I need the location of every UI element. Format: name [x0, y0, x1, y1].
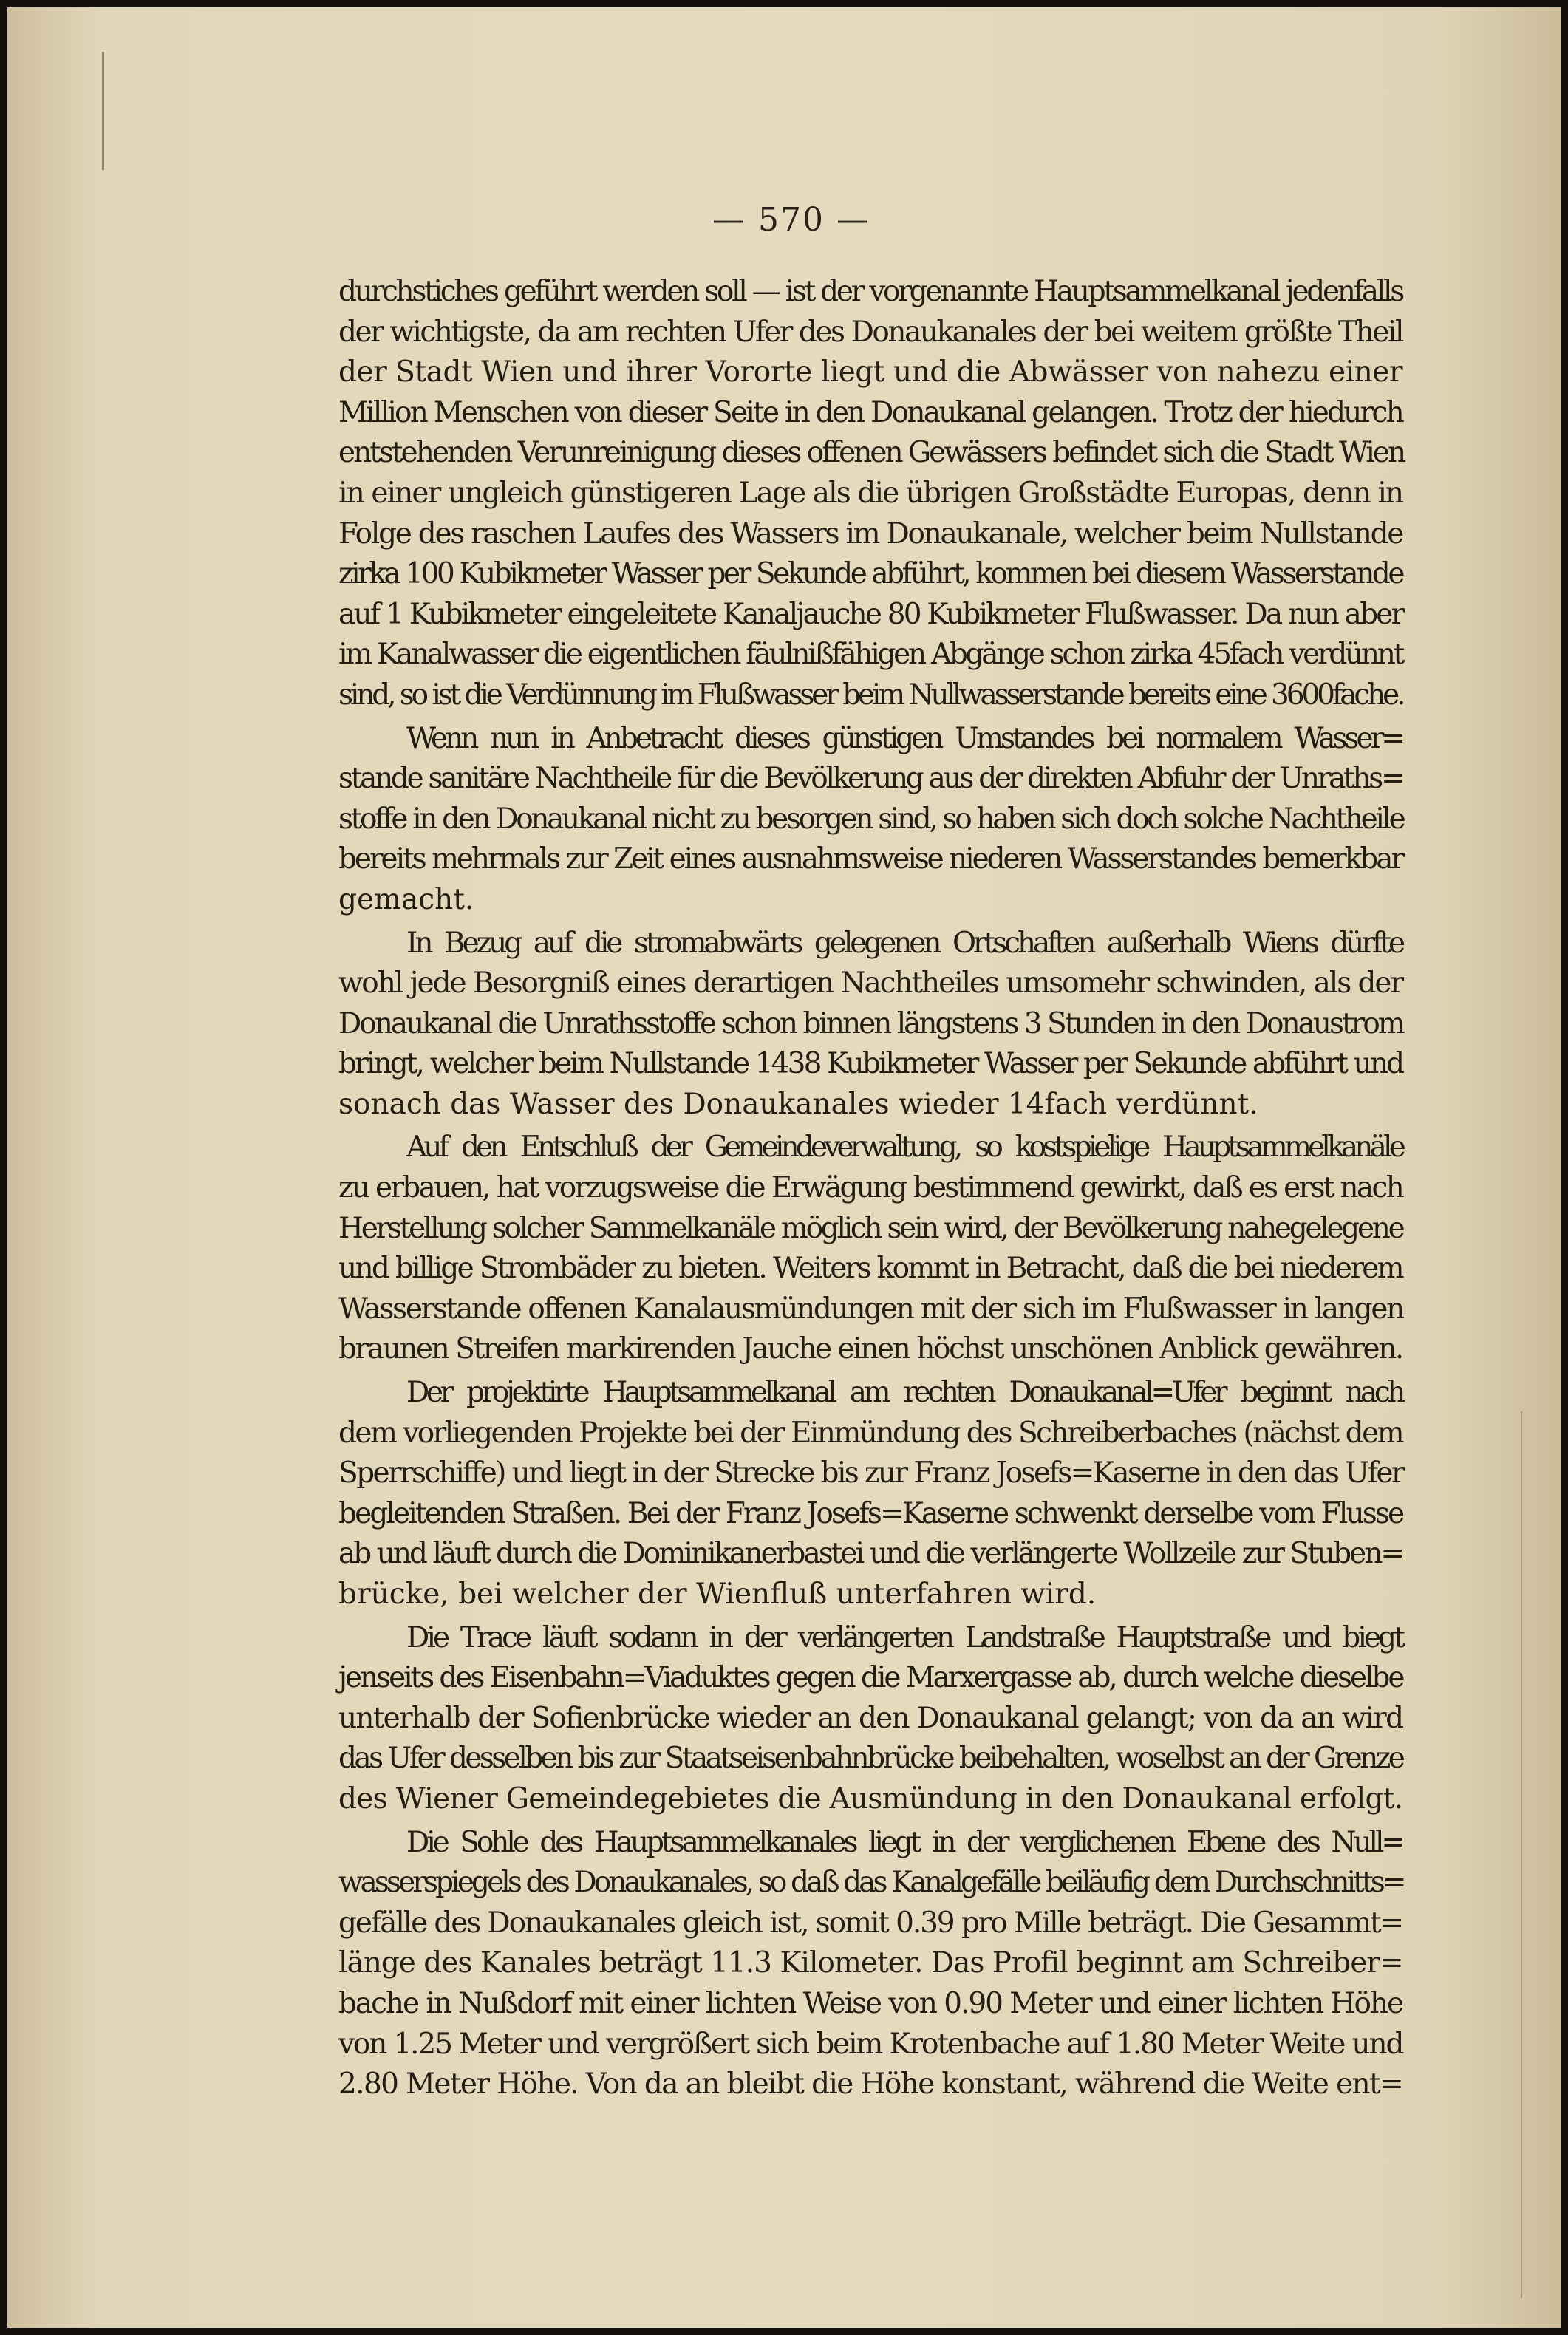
page-number: — 570 —	[712, 201, 870, 239]
text-line: das Ufer desselben bis zur Staatseisenbahnbrücke beibehalten, woselbst an der Grenze	[338, 1742, 1403, 1776]
text-line: bereits mehrmals zur Zeit eines ausnahmsweise niederen Wasserstandes bemerkbar	[338, 842, 1402, 876]
scan-edge-mark	[102, 52, 104, 170]
text-line: sind, so ist die Verdünnung im Flußwasser beim Nullwasserstande bereits eine 3600fache.	[338, 678, 1403, 712]
text-line: bache in Nußdorf mit einer lichten Weise von 0.90 Meter und einer lichten Höhe	[338, 1986, 1402, 2020]
text-line: und billige Strombäder zu bieten. Weiters kommt in Betracht, daß die bei niederem	[338, 1252, 1402, 1286]
text-line: der wichtigste, da am rechten Ufer des Donaukanales der bei weitem größte Theil	[338, 315, 1402, 349]
text-line: sonach das Wasser des Donaukanales wieder 14fach verdünnt.	[338, 1087, 1258, 1121]
text-line: des Wiener Gemeindegebietes die Ausmündung in den Donaukanal erfolgt.	[338, 1782, 1403, 1816]
text-line: von 1.25 Meter und vergrößert sich beim Krotenbache auf 1.80 Meter Weite und	[338, 2027, 1403, 2061]
text-line: Der projektirte Hauptsammelkanal am rechten Donaukanal=Ufer beginnt nach	[406, 1376, 1402, 1410]
text-line: Die Trace läuft sodann in der verlängerten Landstraße Hauptstraße und biegt	[406, 1620, 1402, 1654]
text-line: gefälle des Donaukanales gleich ist, somit 0.39 pro Mille beträgt. Die Gesammt=	[338, 1906, 1403, 1940]
text-line: stande sanitäre Nachtheile für die Bevölkerung aus der direkten Abfuhr der Unraths=	[338, 762, 1403, 796]
text-line: unterhalb der Sofienbrücke wieder an den Donaukanal gelangt; von da an wird	[338, 1701, 1403, 1735]
text-line: braunen Streifen markirenden Jauche einen höchst unschönen Anblick gewähren.	[338, 1332, 1402, 1366]
text-line: zirka 100 Kubikmeter Wasser per Sekunde abführt, kommen bei diesem Wasserstande	[338, 557, 1402, 591]
paragraph-4	[338, 1128, 1402, 1370]
text-line: zu erbauen, hat vorzugsweise die Erwägung bestimmend gewirkt, daß es erst nach	[338, 1171, 1402, 1205]
paragraph-3	[338, 924, 1402, 1125]
paragraph-1	[338, 272, 1405, 716]
text-line: durchstiches geführt werden soll — ist der vorgenannte Hauptsammelkanal jedenfalls	[338, 275, 1402, 308]
paragraph-5	[338, 1373, 1402, 1615]
body-text	[338, 272, 1405, 2108]
text-line: Folge des raschen Laufes des Wassers im Donaukanale, welcher beim Nullstande	[338, 517, 1403, 550]
text-line: jenseits des Eisenbahn=Viaduktes gegen die Marxergasse ab, durch welche dieselbe	[338, 1661, 1403, 1695]
text-line: begleitenden Straßen. Bei der Franz Josefs=Kaserne schwenkt derselbe vom Flusse	[338, 1496, 1403, 1530]
text-line: Auf den Entschluß der Gemeindeverwaltung, so kostspielige Hauptsammelkanäle	[406, 1131, 1402, 1165]
text-line: wasserspiegels des Donaukanales, so daß das Kanalgefälle beiläufig dem Durchschnitts=	[338, 1866, 1404, 1900]
text-line: der Stadt Wien und ihrer Vororte liegt und die Abwässer von nahezu einer	[338, 355, 1402, 389]
text-line: Wasserstande offenen Kanalausmündungen mit der sich im Flußwasser in langen	[338, 1292, 1403, 1326]
text-line: gemacht.	[338, 882, 474, 916]
text-line: ab und läuft durch die Dominikanerbastei und die verlängerte Wollzeile zur Stuben=	[338, 1537, 1403, 1571]
text-line: dem vorliegenden Projekte bei der Einmündung des Schreiberbaches (nächst dem	[338, 1416, 1403, 1450]
text-line: entstehenden Verunreinigung dieses offenen Gewässers befindet sich die Stadt Wien	[338, 436, 1405, 470]
text-line: Sperrschiffe) und liegt in der Strecke bis zur Franz Josefs=Kaserne in den das Ufer	[338, 1456, 1403, 1490]
text-line: 2.80 Meter Höhe. Von da an bleibt die Höhe konstant, während die Weite ent=	[338, 2068, 1403, 2102]
text-line: Million Menschen von dieser Seite in den Donaukanal gelangen. Trotz der hiedurch	[338, 395, 1402, 429]
text-line: Herstellung solcher Sammelkanäle möglich sein wird, der Bevölkerung nahegelegene	[338, 1211, 1403, 1245]
text-line: länge des Kanales beträgt 11.3 Kilometer. Das Profil beginnt am Schreiber=	[338, 1946, 1403, 1980]
paragraph-7	[338, 1823, 1402, 2105]
text-line: Donaukanal die Unrathsstoffe schon binnen längstens 3 Stunden in den Donaustrom	[338, 1006, 1403, 1040]
text-line: in einer ungleich günstigeren Lage als die übrigen Großstädte Europas, denn in	[338, 476, 1403, 510]
text-line: bringt, welcher beim Nullstande 1438 Kubikmeter Wasser per Sekunde abführt und	[338, 1047, 1403, 1081]
paragraph-2	[338, 719, 1402, 921]
text-line: brücke, bei welcher der Wienfluß unterfahren wird.	[338, 1578, 1097, 1611]
text-line: stoffe in den Donaukanal nicht zu besorgen sind, so haben sich doch solche Nachtheile	[338, 802, 1404, 836]
text-line: im Kanalwasser die eigentlichen fäulnißfähigen Abgänge schon zirka 45fach verdünnt	[338, 638, 1402, 672]
paragraph-6	[338, 1618, 1402, 1820]
text-line: Die Sohle des Hauptsammelkanales liegt in der verglichenen Ebene des Null=	[406, 1825, 1402, 1859]
text-line: auf 1 Kubikmeter eingeleitete Kanaljauche 80 Kubikmeter Flußwasser. Da nun aber	[338, 597, 1403, 631]
text-line: wohl jede Besorgniß eines derartigen Nachtheiles umsomehr schwinden, als der	[338, 967, 1402, 1001]
text-line: In Bezug auf die stromabwärts gelegenen Ortschaften außerhalb Wiens dürfte	[406, 926, 1402, 960]
text-line: Wenn nun in Anbetracht dieses günstigen Umstandes bei normalem Wasser=	[406, 721, 1402, 755]
scan-edge-mark-right	[1521, 1411, 1522, 2298]
